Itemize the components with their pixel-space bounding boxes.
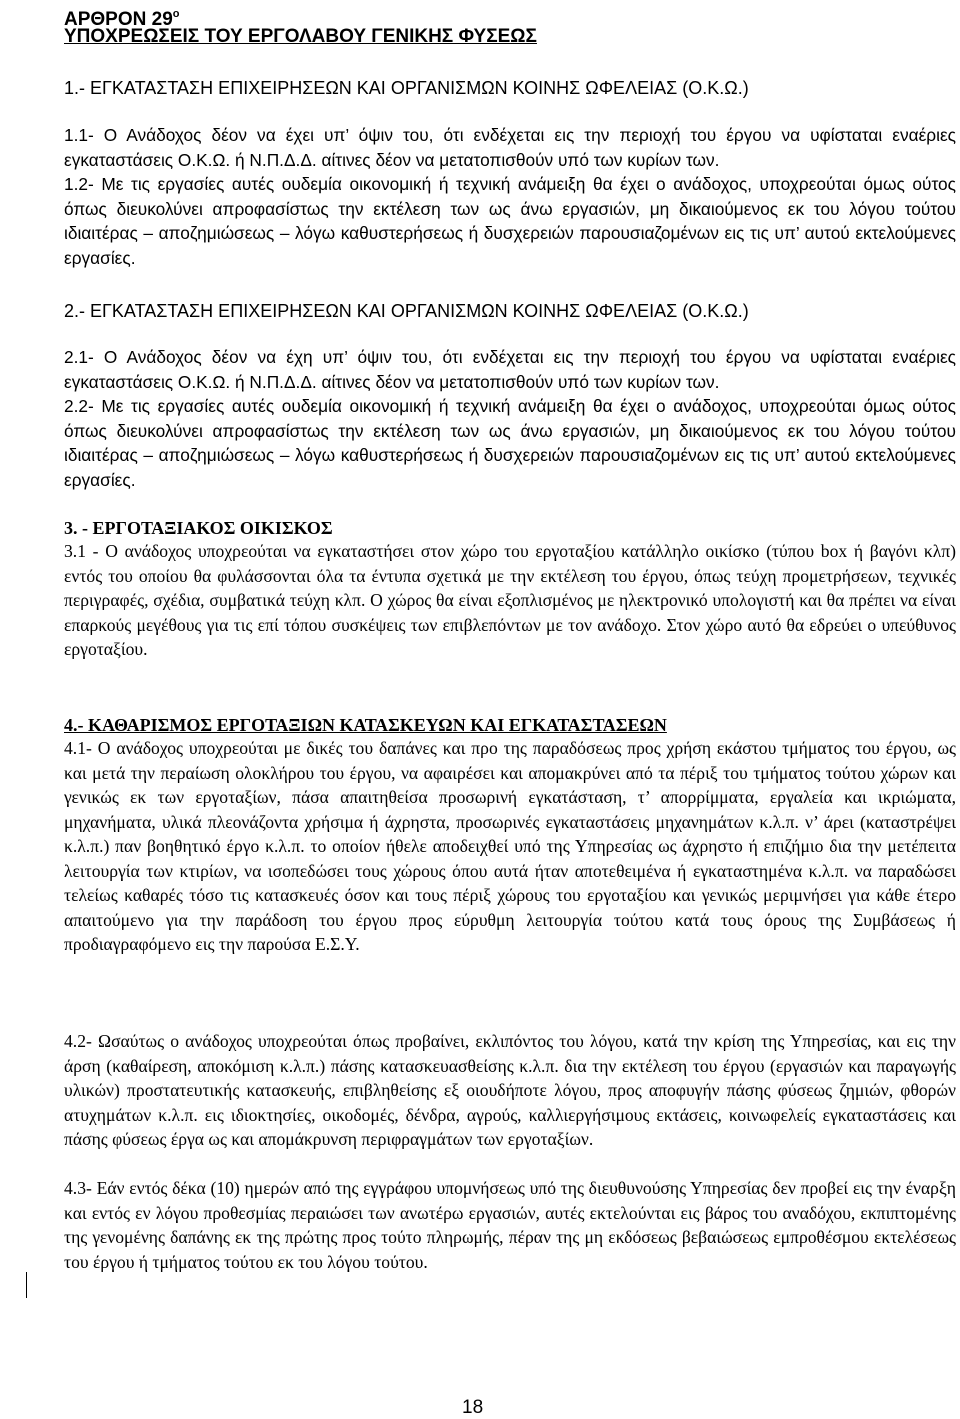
paragraph-1-2: 1.2- Με τις εργασίες αυτές ουδεμία οικονομική ή τεχνική ανάμειξη θα έχει ο ανάδοχος, υποχρεούται όμως ούτος όπως διευκολύνει απροφασίστως την εκτέλεση των ως άνω εργασιών, μη δικαιούμενος εκ του λόγου τούτου ιδιαιτέρας – αποζημιώσεως – λόγω καθυστερήσεως ή δυσχερειών παρουσιαζομένων εις τις υπ’ αυτού εκτελούμενες εργασίες. xyxy=(64,174,956,268)
section-2-heading: 2.- ΕΓΚΑΤΑΣΤΑΣΗ ΕΠΙΧΕΙΡΗΣΕΩΝ ΚΑΙ ΟΡΓΑΝΙΣΜΩΝ ΚΟΙΝΗΣ ΩΦΕΛΕΙΑΣ (Ο.Κ.Ω.) xyxy=(64,301,749,321)
section-1-heading: 1.- ΕΓΚΑΤΑΣΤΑΣΗ ΕΠΙΧΕΙΡΗΣΕΩΝ ΚΑΙ ΟΡΓΑΝΙΣΜΩΝ ΚΟΙΝΗΣ ΩΦΕΛΕΙΑΣ (Ο.Κ.Ω.) xyxy=(64,78,749,98)
paragraph-4-2: 4.2- Ωσαύτως ο ανάδοχος υποχρεούται όπως προβαίνει, εκλιπόντος του λόγου, κατά την κρίση της Υπηρεσίας, και εις την άρση (καθαίρεση, αποκόμιση κ.λ.π.) πάσης κατασκευασθείσης κ.λ.π. δια την εκτέλεση του έργου (εργασιών και παραγωγής υλικών) προστατευτικής κατασκευής, επιβληθείσης εξ οιουδήποτε λόγου, προς αποφυγήν πάσης φύσεως ζημιών, φθορών ατυχημάτων κ.λ.π. εις ιδιοκτησίες, οικοδομές, δένδρα, αγρούς, καλλιεργήσιμους εκτάσεις, κοινωφελείς εγκαταστάσεις και πάσης φύσεως έργα ως και απομάκρυνση περιφραγμάτων των εργοταξίων. xyxy=(64,1031,956,1149)
paragraph-4-1: 4.1- Ο ανάδοχος υποχρεούται με δικές του δαπάνες και προ της παραδόσεως προς χρήση εκάστου τμήματος του έργου, ως και μετά την περαίωση ολοκλήρου του έργου, να αφαιρέσει και απομακρύνει από τα πέριξ του τμήματος τούτου χώρων και γενικώς εκ των εργοταξίων, πάσα απαιτηθείσα προσωρινή εγκατάσταση, τ’ απορρίμματα, εργαλεία και ικριώματα, μηχανήματα, υλικά πλεονάζοντα χρήσιμα ή άχρηστα, προσωρινές εγκαταστάσεις μηχανημάτων κ.λ.π. ν’ άρει (καταστρέψει κ.λ.π.) παν βοηθητικό έργο κ.λ.π. το οποίον ήθελε αποδειχθεί υπό της Υπηρεσίας ως άχρηστο ή επιζήμιο δια την μετέπειτα λειτουργία των κτιρίων, να ισοπεδώσει τους χώρους όπου αυτά ήταν αποτεθειμένα ή εγκαταστημένα κ.λ.π. να παραδώσει τελείως καθαρές τόσο τις κατασκευές όσον και τους πέριξ χώρους του εργοταξίου και γενικώς μεριμνήσει για κάθε έτερο απαιτούμενο για την παράδοση του έργου προς εύρυθμη λειτουργία τούτου κατά τους όρους της Συμβάσεως ή προδιαγραφόμενο εις την παρούσα Ε.Σ.Υ. xyxy=(64,738,956,954)
page-number: 18 xyxy=(462,1397,484,1418)
change-bar xyxy=(26,1272,27,1298)
paragraph-1-1: 1.1- Ο Ανάδοχος δέον να έχει υπ’ όψιν του, ότι ενδέχεται εις την περιοχή του έργου να υφίσταται εναέριες εγκαταστάσεις Ο.Κ.Ω. ή Ν.Π.Δ.Δ. αίτινες δέον να μετατοπισθούν υπό των κυρίων των. xyxy=(64,125,956,170)
paragraph-2-1: 2.1- Ο Ανάδοχος δέον να έχη υπ’ όψιν του, ότι ενδέχεται εις την περιοχή του έργου να υφίσταται εναέριες εγκαταστάσεις Ο.Κ.Ω. ή Ν.Π.Δ.Δ. αίτινες δέον να μετατοπισθούν υπό των κυρίων των. xyxy=(64,347,956,392)
article-title: ΑΡΘΡΟΝ $29^o$ xyxy=(64,8,180,30)
paragraph-3-1: 3.1 - Ο ανάδοχος υποχρεούται να εγκαταστήσει στον χώρο του εργοταξίου κατάλληλο οικίσκο (τύπου box ή βαγόνι κλπ) εντός του οποίου θα φυλάσσονται όλα τα έντυπα σχετικά με την εκτέλεση του έργου, όπως τεύχη προμετρήσεων, τεχνικές περιγραφές, σχέδια, συμβατικά τεύχη κλπ. Ο χώρος θα είναι εξοπλισμένος με ηλεκτρονικό υπολογιστή και θα πρέπει να είναι επαρκούς μεγέθους για τις επί τόπου συσκέψεις των επιβλεπόντων με τον ανάδοχο. Στον χώρο αυτό θα εδρεύει ο υπεύθυνος εργοταξίου. xyxy=(64,541,956,659)
section-4-heading: 4.- ΚΑΘΑΡΙΣΜΟΣ ΕΡΓΟΤΑΞΙΩΝ ΚΑΤΑΣΚΕΥΩΝ ΚΑΙ ΕΓΚΑΤΑΣΤΑΣΕΩΝ xyxy=(64,715,667,735)
section-3-heading: 3. - ΕΡΓΟΤΑΞΙΑΚΟΣ ΟΙΚΙΣΚΟΣ xyxy=(64,518,333,538)
paragraph-2-2: 2.2- Με τις εργασίες αυτές ουδεμία οικονομική ή τεχνική ανάμειξη θα έχει ο ανάδοχος, υποχρεούται όμως ούτος όπως διευκολύνει απροφασίστως την εκτέλεση των ως άνω εργασιών, μη δικαιούμενος εκ του λόγου τούτου ιδιαιτέρας – αποζημιώσεως – λόγω καθυστερήσεως ή δυσχερειών παρουσιαζομένων εις τις υπ’ αυτού εκτελούμενες εργασίες. xyxy=(64,396,956,490)
paragraph-4-3: 4.3- Εάν εντός δέκα (10) ημερών από της εγγράφου υπομνήσεως υπό της διευθυνούσης Υπηρεσίας δεν προβεί εις την έναρξη και εντός εν λόγου προθεσμίας περαιώσει των ανωτέρω εργασιών, αυτές εκτελούνται εις βάρος του αναδόχου, εκπιπτομένης της γενομένης δαπάνης εκ της πρώτης προς τούτο πληρωμής, πέραν της μη εκδόσεως βεβαιώσεως εμπροθέσμου εκτελέσεως του έργου ή τμήματος τούτου εκ του λόγου τούτου. xyxy=(64,1178,956,1272)
article-subtitle: ΥΠΟΧΡΕΩΣΕΙΣ ΤΟΥ ΕΡΓΟΛΑΒΟΥ ΓΕΝΙΚΗΣ ΦΥΣΕΩΣ xyxy=(64,26,537,47)
